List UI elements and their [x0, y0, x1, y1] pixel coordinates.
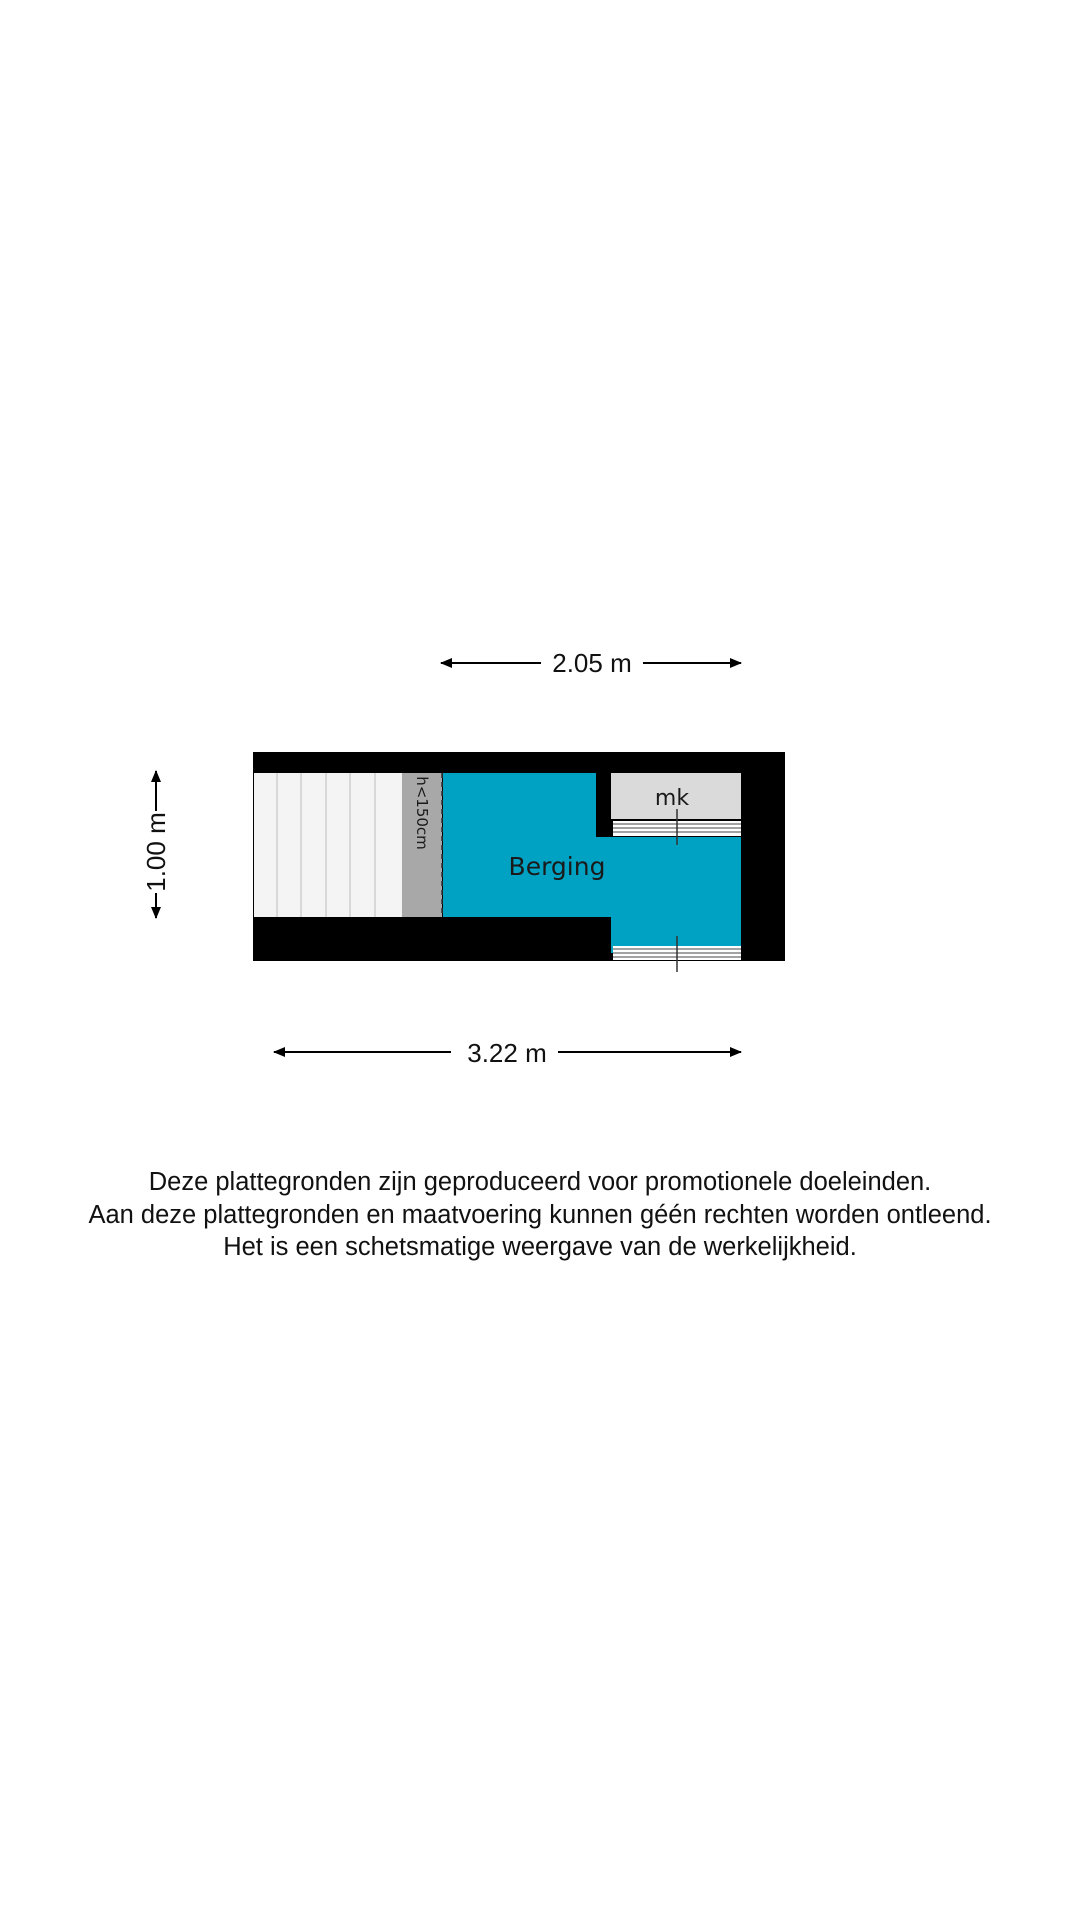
- disclaimer-line: Deze plattegronden zijn geproduceerd voor promotionele doeleinden.: [148, 1168, 932, 1196]
- storage-room-label: Berging: [508, 852, 606, 881]
- stairs: [254, 773, 402, 917]
- disclaimer: [0, 1166, 1080, 1264]
- dimension-bottom: [274, 1038, 741, 1068]
- dimension-top-label: 2.05 m: [552, 648, 632, 678]
- dimension-left: [141, 771, 171, 918]
- disclaimer-line: Het is een schetsmatige weergave van de werkelijkheid.: [223, 1233, 857, 1261]
- low-ceiling-label: h<150cm: [413, 776, 431, 850]
- dimension-bottom-label: 3.22 m: [467, 1038, 547, 1068]
- dimension-left-label: 1.00 m: [141, 812, 171, 892]
- meter-cupboard-label: mk: [654, 786, 690, 811]
- dimension-top: [441, 648, 741, 678]
- disclaimer-line: Aan deze plattegronden en maatvoering kunnen géén rechten worden ontleend.: [88, 1200, 992, 1229]
